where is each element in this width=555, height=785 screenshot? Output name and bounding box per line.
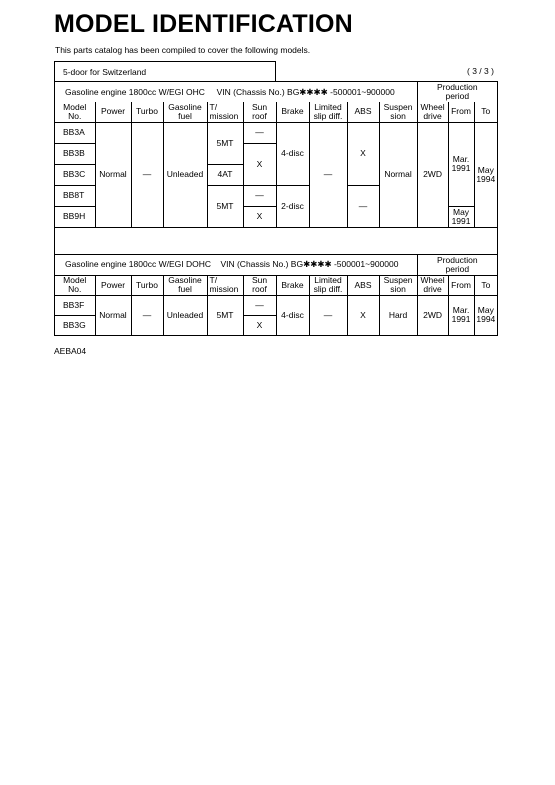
- s2-to-l2: 1994: [476, 314, 496, 324]
- col-fuel-l1: Gasoline: [168, 102, 202, 112]
- s2-col-sunroof-l1: Sun: [251, 275, 268, 285]
- section2-sunroof-a: —: [243, 295, 276, 315]
- s2-col-model-l1: Model: [63, 275, 87, 285]
- section2-from: [448, 295, 474, 335]
- section2-col-brake: Brake: [276, 275, 309, 295]
- section2-vin: VIN (Chassis No.) BG✱✱✱✱ -500001~900000: [220, 259, 399, 270]
- section2-col-trans: [207, 275, 243, 295]
- col-trans-l2: mission: [209, 110, 239, 121]
- section1-from-a: [448, 122, 474, 206]
- section1-trans-c: 5MT: [207, 185, 243, 227]
- section1-sunroof-a: —: [243, 122, 276, 143]
- section1-from-b: [448, 206, 474, 227]
- section2-col-abs: ABS: [347, 275, 379, 295]
- section2-model-bb3g: BB3G: [55, 315, 95, 335]
- section2-abs: X: [347, 295, 379, 335]
- section1-sunroof-b: X: [243, 143, 276, 185]
- section1-abs-b: —: [347, 185, 379, 227]
- section1-col-trans: [207, 102, 243, 122]
- col-sunroof-l1: Sun: [251, 102, 268, 112]
- section2-col-power: Power: [95, 275, 131, 295]
- section1-lsd: —: [309, 122, 347, 227]
- model-table-frame: [54, 81, 498, 336]
- section2-col-turbo: Turbo: [131, 275, 163, 295]
- s2-col-trans-l2: mission: [209, 284, 239, 294]
- s2-to-l1: May: [477, 305, 494, 315]
- section2-col-drive: [417, 275, 448, 295]
- section2-production-l1: Production: [437, 255, 478, 265]
- col-susp-l1: Suspen: [383, 102, 413, 112]
- col-lsd-l1: Limited: [314, 102, 342, 112]
- region-tab-label: 5-door for Switzerland: [63, 67, 147, 77]
- section1-vin: VIN (Chassis No.) BG✱✱✱✱ -500001~900000: [216, 86, 395, 97]
- section2-col-lsd: [309, 275, 347, 295]
- s1-to-l2: 1994: [476, 173, 496, 184]
- section1-col-brake: Brake: [276, 102, 309, 122]
- section2-brake: 4-disc: [276, 295, 309, 335]
- s2-col-susp-l2: sion: [390, 284, 406, 294]
- section1-brake-b: 2-disc: [276, 185, 309, 227]
- section2-model-bb3f: BB3F: [55, 295, 95, 315]
- section2-suspension: Hard: [379, 295, 417, 335]
- s2-col-drive-l2: drive: [423, 284, 442, 294]
- section1-model-bb3b: BB3B: [55, 143, 95, 164]
- section1-col-sunroof: [243, 102, 276, 122]
- page-title: MODEL IDENTIFICATION: [54, 10, 353, 38]
- section1-drive: 2WD: [417, 122, 448, 227]
- col-lsd-l2: slip diff.: [313, 110, 343, 121]
- section2-turbo: —: [131, 295, 163, 335]
- col-drive-l1: Wheel: [420, 102, 445, 112]
- section1-col-abs: ABS: [347, 102, 379, 122]
- section1-trans-b: 4AT: [207, 164, 243, 185]
- section1-col-suspension: [379, 102, 417, 122]
- section2-to: [474, 295, 497, 335]
- section2-col-from: From: [448, 275, 474, 295]
- s1-from-a-l2: 1991: [451, 163, 471, 173]
- section1-col-power: Power: [95, 102, 131, 122]
- s2-col-lsd-l2: slip diff.: [313, 284, 343, 294]
- section1-table: [55, 82, 497, 228]
- section2-power: Normal: [95, 295, 131, 335]
- col-model-l2: No.: [68, 110, 82, 121]
- section2-table: [55, 255, 497, 336]
- region-tab: [54, 61, 276, 81]
- s2-col-fuel-l1: Gasoline: [168, 275, 202, 285]
- col-sunroof-l2: roof: [252, 110, 267, 121]
- section1-fuel: Unleaded: [163, 122, 207, 227]
- col-model-l1: Model: [63, 102, 87, 112]
- section1-to: [474, 122, 497, 227]
- section1-col-model: [55, 102, 95, 122]
- section2-drive: 2WD: [417, 295, 448, 335]
- s2-col-drive-l1: Wheel: [420, 275, 445, 285]
- section1-suspension: Normal: [379, 122, 417, 227]
- section1-model-bb9h: BB9H: [55, 206, 95, 227]
- section1-engine: Gasoline engine 1800cc W/EGI OHC: [65, 86, 205, 97]
- section2-engine: Gasoline engine 1800cc W/EGI DOHC: [65, 259, 211, 270]
- footer-code: AEBA04: [54, 346, 87, 356]
- section1-production-l1: Production: [436, 82, 478, 92]
- s1-from-a-l1: Mar.: [452, 154, 470, 164]
- section2-col-fuel: [163, 275, 207, 295]
- section1-engine-row: [55, 82, 417, 102]
- s1-from-b-l2: 1991: [451, 215, 471, 226]
- section1-col-fuel: [163, 102, 207, 122]
- section2-lsd: —: [309, 295, 347, 335]
- section1-turbo: —: [131, 122, 163, 227]
- section1-abs-a: X: [347, 122, 379, 185]
- section2-production-header: [417, 255, 497, 275]
- section2-col-sunroof: [243, 275, 276, 295]
- s2-col-sunroof-l2: roof: [252, 284, 267, 294]
- s2-col-trans-l1: T/: [209, 275, 218, 285]
- section1-power: Normal: [95, 122, 131, 227]
- s2-col-lsd-l1: Limited: [314, 275, 342, 285]
- section1-model-bb3a: BB3A: [55, 122, 95, 143]
- s2-col-fuel-l2: fuel: [178, 284, 192, 294]
- section1-col-drive: [417, 102, 448, 122]
- section2-sunroof-b: X: [243, 315, 276, 335]
- section1-col-turbo: Turbo: [131, 102, 163, 122]
- section1-model-bb3c: BB3C: [55, 164, 95, 185]
- section2-col-suspension: [379, 275, 417, 295]
- section1-brake-a: 4-disc: [276, 122, 309, 185]
- col-trans-l1: T/: [209, 102, 218, 112]
- section2-trans: 5MT: [207, 295, 243, 335]
- col-drive-l2: drive: [423, 110, 442, 121]
- section2-col-model: [55, 275, 95, 295]
- section1-trans-a: 5MT: [207, 122, 243, 164]
- section1-col-from: From: [448, 102, 474, 122]
- page-subtitle: This parts catalog has been compiled to cover the following models.: [55, 45, 311, 55]
- section1-model-bb8t: BB8T: [55, 185, 95, 206]
- s2-from-l1: Mar.: [452, 305, 470, 315]
- section1-sunroof-d: X: [243, 206, 276, 227]
- section1-production-header: [417, 82, 497, 102]
- col-susp-l2: sion: [390, 110, 406, 121]
- section1-production-l2: period: [445, 91, 470, 101]
- s2-col-susp-l1: Suspen: [383, 275, 413, 285]
- s2-from-l2: 1991: [451, 314, 471, 324]
- section2-production-l2: period: [445, 263, 470, 274]
- s2-col-model-l2: No.: [68, 284, 82, 294]
- section2-engine-row: [55, 255, 417, 275]
- col-fuel-l2: fuel: [178, 110, 192, 121]
- page-number: ( 3 / 3 ): [467, 66, 494, 76]
- section2-fuel: Unleaded: [163, 295, 207, 335]
- s1-from-b-l1: May: [453, 206, 470, 217]
- s1-to-l1: May: [477, 164, 494, 175]
- section1-col-to: To: [474, 102, 497, 122]
- section2-col-to: To: [474, 275, 497, 295]
- section1-sunroof-c: —: [243, 185, 276, 206]
- section1-col-lsd: [309, 102, 347, 122]
